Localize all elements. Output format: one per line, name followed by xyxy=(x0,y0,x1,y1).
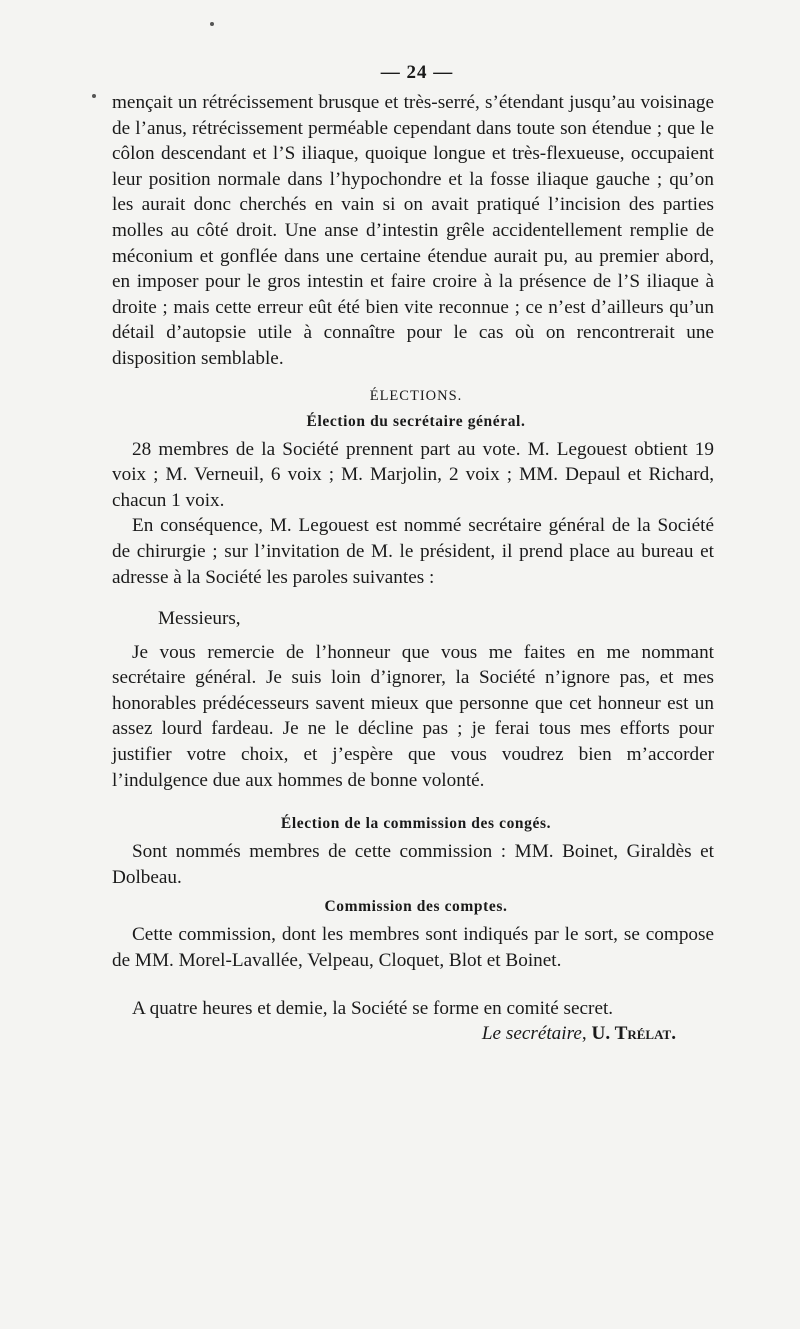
print-speck xyxy=(92,94,96,98)
paragraph-vote: 28 membres de la Société prennent part au vote. M. Legouest obtient 19 voix ; M. Verneuil, 6 voix ; M. Marjolin, 2 voix ; MM. Depaul et Richard, chacun 1 voix. xyxy=(112,438,714,511)
heading-secretary-election: Élection du secrétaire général. xyxy=(306,412,526,430)
signature-separator: , xyxy=(581,1023,592,1045)
paragraph-speech: Je vous remercie de l’honneur que vous me faites en me nommant secrétaire général. Je suis loin d’ignorer, la Société n’ignore pas, et mes honorables prédécesseurs savent mieux que personne que cet honneur est un assez lourd fardeau. Je ne le décline pas ; je ferai tous mes efforts pour justifier votre choix, et j’espère que vous voudrez bien m’accorder l’indulgence due aux hommes de bonne volonté. xyxy=(112,641,714,791)
signature-name: U. Trélat. xyxy=(591,1023,676,1045)
paragraph-closing: A quatre heures et demie, la Société se forme en comité secret. xyxy=(132,997,614,1019)
page-number: — 24 — xyxy=(380,62,454,83)
speech-salutation: Messieurs, xyxy=(158,608,241,630)
print-speck xyxy=(210,22,214,26)
paragraph-consequence: En conséquence, M. Legouest est nommé secrétaire général de la Société de chirurgie ; sur l’invitation de M. le président, il prend place au bureau et adresse à la Société les paroles suivantes : xyxy=(112,515,714,588)
heading-accounts-commission: Commission des comptes. xyxy=(324,898,508,916)
paragraph-leave-commission: Sont nommés membres de cette commission : MM. Boinet, Giraldès et Dolbeau. xyxy=(112,841,714,888)
paragraph-accounts-commission: Cette commission, dont les membres sont indiqués par le sort, se compose de MM. Morel-Lavallée, Velpeau, Cloquet, Blot et Boinet. xyxy=(112,924,714,972)
heading-elections: ÉLECTIONS. xyxy=(369,387,463,404)
signature xyxy=(112,1021,676,1047)
paragraph-autopsy: mençait un rétrécissement brusque et très-serré, s’étendant jusqu’au voisinage de l’anus, rétrécissement perméable cependant dans toute son étendue ; que le côlon descendant et l’S iliaque, quoique longue et très-flexueuse, occupaient leur position normale dans l’hypochondre et la fosse iliaque gauche ; qu’on les aurait donc cherchés en vain si on avait pratiqué l’incision des parties molles au côté droit. Une anse d’intestin grêle accidentellement remplie de méconium et gonflée dans une certaine étendue aurait pu, au premier abord, en imposer pour le gros intestin et faire croire à la présence de l’S iliaque à droite ; mais cette erreur eût été bien vite reconnue ; ce n’est d’ailleurs qu’un détail d’autopsie utile à connaître pour le cas où on rencontrerait une disposition semblable. xyxy=(112,92,714,369)
heading-leave-commission: Élection de la commission des congés. xyxy=(280,815,552,833)
document-page xyxy=(112,62,714,1047)
signature-role: Le secrétaire xyxy=(481,1023,582,1045)
